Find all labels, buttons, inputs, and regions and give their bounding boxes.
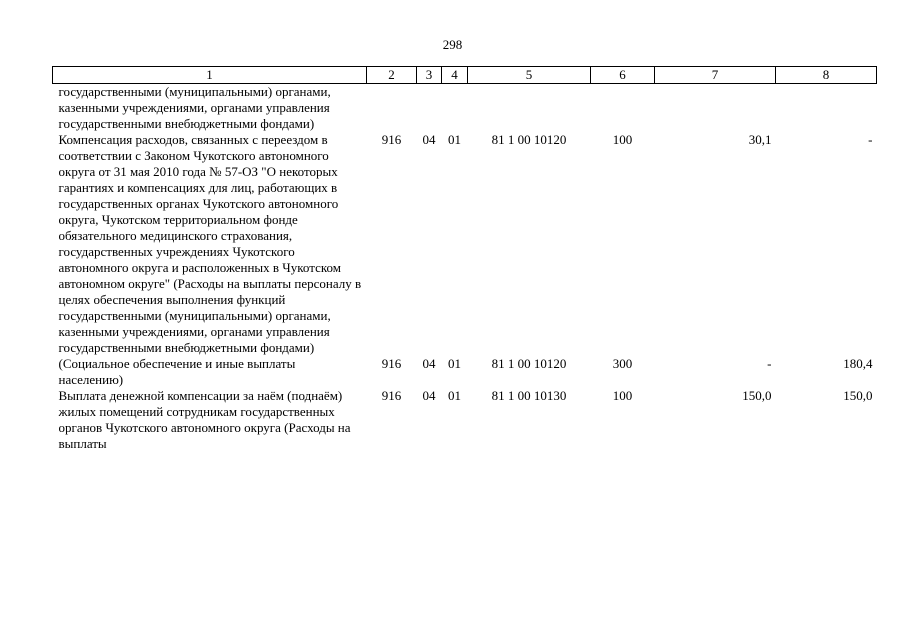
column-header-4: 4 [442, 67, 468, 84]
table-row [53, 388, 877, 452]
header-row [53, 67, 877, 84]
row-description: государственными (муниципальными) органами, казенными учреждениями, органами управления государственными внебюджетными фондами) [58, 84, 331, 131]
row-subsection: 01 [448, 132, 461, 147]
row-sum-col7 [655, 84, 776, 133]
row-ministry [367, 84, 417, 133]
column-header-2: 2 [367, 67, 417, 84]
column-header-5: 5 [468, 67, 591, 84]
row-ministry: 916 [381, 356, 402, 371]
row-expense-type [591, 84, 655, 133]
row-subsection: 01 [448, 388, 461, 403]
table-row [53, 132, 877, 356]
column-header-6: 6 [591, 67, 655, 84]
row-description: (Социальное обеспечение и иные выплаты населению) [58, 356, 296, 387]
budget-table [52, 66, 877, 452]
row-sum-col8: 150,0 [843, 388, 873, 403]
column-header-8: 8 [776, 67, 877, 84]
row-expense-type: 100 [612, 132, 633, 147]
column-header-7: 7 [655, 67, 776, 84]
row-ministry: 916 [381, 388, 402, 403]
row-section: 04 [422, 356, 436, 371]
column-header-3: 3 [417, 67, 442, 84]
row-target-article: 81 1 00 10120 [491, 132, 567, 147]
page-number: 298 [442, 37, 463, 52]
row-subsection [442, 84, 468, 133]
row-target-article [468, 84, 591, 133]
row-target-article: 81 1 00 10130 [491, 388, 567, 403]
row-sum-col8 [776, 84, 877, 133]
row-expense-type: 100 [612, 388, 633, 403]
row-target-article: 81 1 00 10120 [491, 356, 567, 371]
row-section: 04 [422, 388, 436, 403]
row-sum-col7: 30,1 [748, 132, 772, 147]
row-description: Компенсация расходов, связанных с переездом в соответствии с Законом Чукотского автономного округа от 31 мая 2010 года № 57-ОЗ "О некоторых гарантиях и компенсациях для лиц, работающих в государственных органах Чукотского автономного округа, Чукотском территориальном фонде обязательного медицинского страхования, государственных учреждениях Чукотского автономного округа и расположенных в Чукотском автономном округе" (Расходы на выплаты персоналу в целях обеспечения выполнения функций государственными (муниципальными) органами, казенными учреждениями, органами управления государственными внебюджетными фондами) [58, 132, 362, 355]
row-sum-col7: - [767, 356, 772, 371]
row-expense-type: 300 [612, 356, 633, 371]
row-sum-col8: 180,4 [843, 356, 873, 371]
row-description: Выплата денежной компенсации за наём (поднаём) жилых помещений сотрудникам государственных органов Чукотского автономного округа (Расходы на выплаты [58, 388, 351, 451]
row-sum-col7: 150,0 [742, 388, 772, 403]
table-row [53, 356, 877, 388]
table-row [53, 84, 877, 133]
row-subsection: 01 [448, 356, 461, 371]
row-ministry: 916 [381, 132, 402, 147]
column-header-1: 1 [53, 67, 367, 84]
row-section [417, 84, 442, 133]
row-sum-col8: - [868, 132, 873, 147]
row-section: 04 [422, 132, 436, 147]
